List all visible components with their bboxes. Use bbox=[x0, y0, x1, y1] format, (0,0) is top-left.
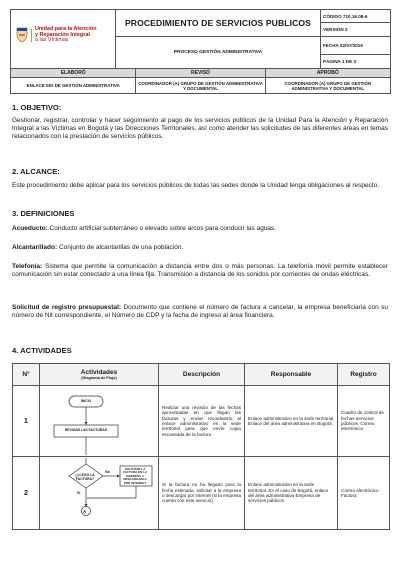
elaboro-label: ELABORÓ bbox=[11, 69, 136, 78]
definition-term: Telefonía: bbox=[12, 263, 43, 270]
objetivo-heading: 1. OBJETIVO: bbox=[12, 103, 62, 112]
flow-process-label: SOLICITAR LA FACTURA EN LA EMPRESA o DESCARGARLA POR INTERNET bbox=[122, 467, 148, 485]
definition-telefonia bbox=[12, 263, 388, 279]
definition-solicitud bbox=[12, 304, 388, 320]
objetivo-text: Gestionar, registrar, controlar y hacer seguimiento al pago de los servicios públicos de la Unidad Para la Atención y Reparación Integral a las Víctimas en Bogotá y las Direcciones Territoriales, así como atender las solicitudes de las diferentes áreas en temas relacionados con la prestación de servicios públicos. bbox=[12, 117, 388, 141]
definition-term: Solicitud de registro presupuestal: bbox=[12, 304, 122, 311]
descripcion-cell: Realizar una revisión de las fechas aproximadas en que llegan las facturas y enviar recordatorio al enlace administrativo en la sede territorial para que envíe copia escaneada de la factura bbox=[159, 386, 245, 457]
flow-connector-label: A bbox=[83, 509, 87, 514]
definition-term: Alcantarillado: bbox=[12, 244, 58, 251]
reviso-value: COORDINADOR (A) GRUPO DE GESTIÓN ADMINISTRATIVA Y DOCUMENTAL bbox=[136, 78, 265, 94]
coat-of-arms-icon bbox=[15, 27, 29, 43]
logo-cell bbox=[11, 10, 116, 69]
process-name: PROCESO GESTIÓN ADMINISTRATIVA bbox=[116, 37, 321, 69]
definition-alcantarillado bbox=[12, 244, 388, 252]
col-header-actividades bbox=[40, 364, 159, 386]
responsable-cell: Enlace administrativo en la sede territorial Enlace del área administrativa en Bogotá bbox=[245, 386, 338, 457]
definition-acueducto bbox=[12, 225, 388, 233]
document-code: CÓDIGO 710.16.08-6 bbox=[321, 10, 391, 23]
col-header-num: N° bbox=[13, 364, 40, 386]
table-header-row bbox=[13, 364, 390, 386]
col-header-actividades-label: Actividades bbox=[80, 369, 118, 376]
descripcion-cell: Si la factura no ha llegado para la fecha estimada, solicitar a la empresa o descargar por internet (si la empresa cuenta con este servicio) bbox=[159, 457, 245, 530]
flow-arrowhead bbox=[85, 422, 88, 425]
flow-si-label: Si bbox=[77, 491, 81, 495]
flow-decision-label: ¿LLEGÓ LA FACTURA? bbox=[75, 473, 95, 481]
registro-cell: Correo electrónico Factura bbox=[338, 457, 390, 530]
responsable-cell: Enlace administrativo en la sede territorial. En el caso de Bogotá, enlace del área administrativa Empresa de servicios públicos bbox=[245, 457, 338, 530]
definition-term: Acueducto: bbox=[12, 225, 48, 232]
table-row bbox=[13, 386, 390, 457]
row-number: 1 bbox=[13, 386, 40, 457]
flowchart-step-1 bbox=[41, 387, 155, 455]
actividades-heading: 4. ACTIVIDADES bbox=[12, 346, 72, 355]
col-header-registro: Registro bbox=[338, 364, 390, 386]
col-header-actividades-sub: (Diagrama de Flujo) bbox=[81, 376, 117, 380]
col-header-responsable: Responsable bbox=[245, 364, 338, 386]
flowchart-cell bbox=[40, 457, 159, 530]
page-number: PÁGINA 1 DE 3 bbox=[321, 55, 391, 69]
document-header bbox=[10, 9, 391, 69]
activities-table bbox=[12, 363, 390, 530]
aprobo-label: APROBÓ bbox=[265, 69, 390, 78]
reviso-label: REVISÓ bbox=[136, 69, 265, 78]
document-version: VERSIÓN 2 bbox=[321, 23, 391, 37]
approval-table bbox=[10, 68, 391, 94]
alcance-heading: 2. ALCANCE: bbox=[12, 167, 60, 176]
flow-start-label: INICIO bbox=[80, 399, 92, 403]
definition-text: Conducto artificial subterráneo o elevado sobre arcos para conducir las aguas. bbox=[47, 225, 277, 232]
document-date: FECHA 02/07/2015 bbox=[321, 37, 391, 55]
definition-text: Sistema que permite la comunicación a distancia entre dos o más personas. La telefonía móvil permite establecer comunicación sin estar conectado a una línea fija. Transmisión a distancia de los sonidos por corrientes de ondas eléctricas. bbox=[12, 263, 388, 279]
col-header-descripcion: Descripción bbox=[159, 364, 245, 386]
definiciones-heading: 3. DEFINICIONES bbox=[12, 209, 75, 218]
flowchart-cell bbox=[40, 386, 159, 457]
elaboro-value: ENLACE SIG DE GESTIÓN ADMINISTRATIVA bbox=[11, 78, 136, 94]
flow-no-label: No bbox=[105, 470, 110, 474]
alcance-text: Este procedimiento debe aplicar para los servicios públicos de todas las sedes donde la Unidad tenga obligaciones al respecto. bbox=[12, 182, 380, 189]
registro-cell: Cuadro de control de fechas servicios públicos. Correo electrónico bbox=[338, 386, 390, 457]
row-number: 2 bbox=[13, 457, 40, 530]
definition-text: Documento que contiene el número de factura a cancelar, la empresa beneficiaria con su número de Nit correspondiente, el Número de CDP y la fecha de ingreso al área financiera. bbox=[12, 304, 388, 320]
definition-text: Conjunto de alcantarillas de una población. bbox=[57, 244, 184, 251]
organization-logo: Unidad para la Atención y Reparación Integral a las Víctimas bbox=[35, 26, 97, 44]
document-title: PROCEDIMIENTO DE SERVICIOS PUBLICOS bbox=[116, 10, 321, 37]
table-row bbox=[13, 457, 390, 530]
aprobo-value: COORDINADOR (A) GRUPO DE GESTIÓN ADMINISTRATIVA Y DOCUMENTAL bbox=[265, 78, 390, 94]
flow-process-label: REVISAR LAS FACTURAS bbox=[64, 428, 108, 432]
